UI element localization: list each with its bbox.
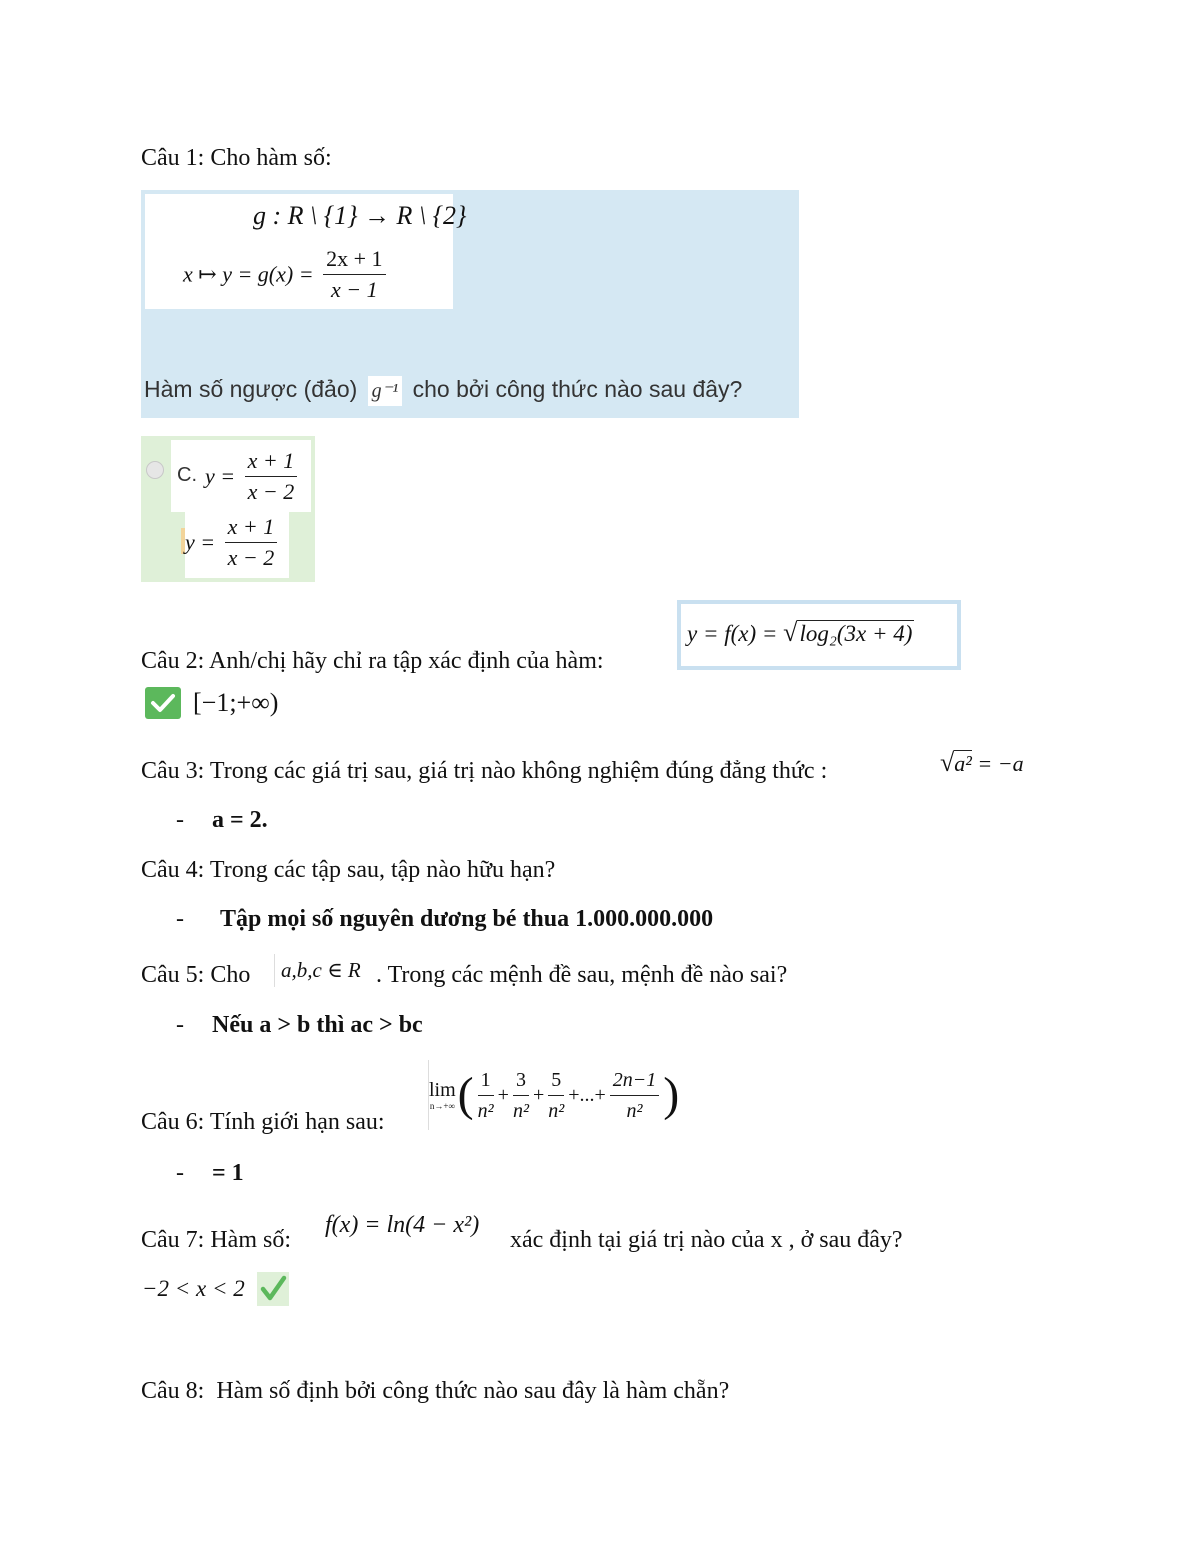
q1-option-formula: [205, 448, 301, 505]
q4-answer: Tập mọi số nguyên dương bé thua 1.000.000.000: [220, 906, 714, 932]
q2-formula-box: [677, 600, 961, 670]
q1-func-den: x − 1: [330, 277, 378, 302]
q3-formula-rhs: = −a: [977, 751, 1024, 776]
q2-formula-lhs: y = f(x) =: [687, 621, 778, 646]
q6-term-2: $\frac{3}{\text{n²}}$: [512, 1068, 529, 1122]
q3-answer: a = 2.: [212, 807, 268, 833]
q3-label: Câu 3: Trong các giá trị sau, giá trị nào không nghiệm đúng đẳng thức :: [141, 758, 828, 784]
sqrt-icon: √: [783, 618, 798, 647]
q6-dots: +...+: [568, 1083, 606, 1106]
q1-option-letter: C.: [177, 464, 197, 486]
q1-question-b: cho bởi công thức nào sau đây?: [412, 376, 743, 402]
q1-func-lhs: x ↦ y = g(x) =: [183, 261, 314, 287]
q1-question-a: Hàm số ngược (đảo): [144, 376, 358, 402]
q1-option-lhs: y =: [205, 463, 236, 489]
q5-answer: Nếu a > b thì ac > bc: [212, 1012, 423, 1038]
left-paren-icon: (: [457, 1068, 474, 1121]
q2-formula: [687, 618, 914, 648]
q5-formula: a,b,c ∈ R: [274, 954, 367, 987]
q4-bullet: -: [176, 906, 184, 932]
q6-bullet: -: [176, 1160, 184, 1186]
q1-option-num: x + 1: [245, 448, 298, 477]
q1-answer-lhs: y =: [185, 529, 216, 555]
q1-map-line: g : R \ {1} → R \ {2}: [253, 201, 467, 230]
q1-option-den: x − 2: [247, 479, 295, 504]
q6-label: Câu 6: Tính giới hạn sau:: [141, 1109, 385, 1135]
q2-answer: [−1;+∞): [193, 688, 279, 717]
q1-answer-den: x − 2: [227, 545, 275, 570]
q1-answer-box: [185, 512, 289, 578]
q1-function-def: [183, 246, 390, 303]
q3-formula: [940, 748, 1024, 778]
q7-answer: −2 < x < 2: [142, 1276, 245, 1301]
q7-check-icon: [257, 1272, 289, 1306]
q1-question-text: [144, 374, 742, 406]
q1-answer-num: x + 1: [225, 514, 278, 543]
q5-bullet: -: [176, 1012, 184, 1038]
q1-option-fraction: [245, 448, 298, 505]
q8-label: Câu 8: Hàm số định bởi công thức nào sau đây là hàm chẵn?: [141, 1378, 730, 1404]
q2-check-icon: [145, 687, 181, 719]
q4-label: Câu 4: Trong các tập sau, tập nào hữu hạn?: [141, 857, 556, 883]
q1-option-box[interactable]: [171, 440, 311, 512]
q1-answer-fraction: [225, 514, 278, 571]
sqrt-icon: √: [940, 748, 955, 777]
right-paren-icon: ): [663, 1068, 680, 1121]
q6-term-4: $\frac{2n-1}{\text{n²}}$: [610, 1067, 660, 1124]
q1-label: Câu 1: Cho hàm số:: [141, 145, 332, 171]
q2-formula-radicand: log₂(3x + 4): [799, 621, 913, 646]
q1-option-radio[interactable]: [146, 461, 164, 479]
q2-label: Câu 2: Anh/chị hãy chỉ ra tập xác định của hàm:: [141, 648, 604, 674]
q6-formula: lim n→+∞ ( $\frac{1}{\text{n²}}$ + $\frac{3}{\text{n²}}$ + $\frac{5}{\text{n²}}$ +...+ $\frac{2n-1}{\text{n²}}$ ): [428, 1060, 679, 1130]
q7-label-a: Câu 7: Hàm số:: [141, 1227, 291, 1253]
q6-answer: = 1: [212, 1160, 244, 1186]
q1-formula-box: [145, 194, 467, 309]
q1-func-fraction: [323, 246, 385, 303]
q1-question-panel: [141, 190, 799, 418]
q7-formula: f(x) = ln(4 − x²): [325, 1212, 480, 1238]
q1-func-num: 2x + 1: [323, 246, 385, 275]
q7-label-b: xác định tại giá trị nào của x , ở sau đây?: [510, 1227, 903, 1253]
q1-answer-formula: [185, 514, 281, 571]
q5-label-a: Câu 5: Cho: [141, 962, 251, 988]
q1-inverse-symbol: g⁻¹: [368, 376, 403, 406]
q3-formula-a: a²: [954, 751, 972, 776]
q3-bullet: -: [176, 807, 184, 833]
q6-lim: lim n→+∞: [429, 1079, 456, 1111]
q5-label-b: . Trong các mệnh đề sau, mệnh đề nào sai?: [376, 962, 788, 988]
q6-term-1: $\frac{1}{\text{n²}}$: [477, 1068, 494, 1122]
q1-answer-panel: [141, 436, 315, 582]
q6-term-3: $\frac{5}{\text{n²}}$: [548, 1068, 565, 1122]
